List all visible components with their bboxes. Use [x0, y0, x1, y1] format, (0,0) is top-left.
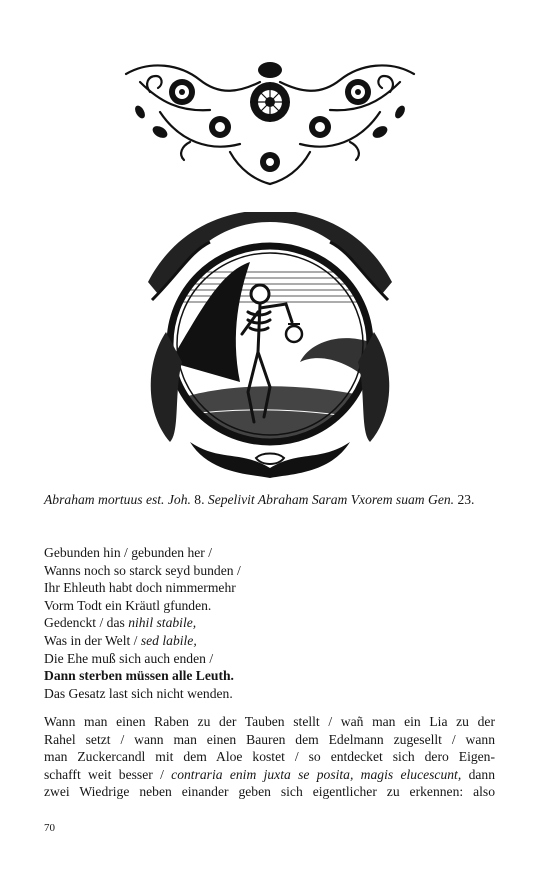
- poem-line-6-latin: sed labile,: [140, 632, 197, 648]
- poem-line-5-text: Gedenckt / das: [44, 615, 129, 631]
- epigraph-part-1: Abraham mortuus est. Joh.: [44, 492, 191, 507]
- floral-garland-ornament: [120, 52, 420, 192]
- poem-line-9: Das Gesatz last sich nicht wenden.: [44, 685, 233, 701]
- epigraph-number-2: 23.: [454, 492, 475, 507]
- prose-line-5: zwei Wiedrige neben einander geben sich eigentlicher zu erkennen: also: [44, 784, 495, 800]
- poem-line-3: Ihr Ehleuth habt doch nimmermehr: [44, 580, 236, 596]
- prose-line-4-end: dann: [461, 766, 495, 782]
- epigraph-number-1: 8.: [190, 492, 208, 507]
- poem-line-4: Vorm Todt ein Kräutl gfunden.: [44, 597, 212, 613]
- death-skeleton-emblem: [130, 212, 410, 480]
- poem-line-8: Dann sterben müssen alle Leuth.: [44, 668, 234, 684]
- poem-line-5-latin: nihil stabile,: [128, 615, 197, 631]
- prose-paragraph: [44, 713, 495, 801]
- poem-line-6-text: Was in der Welt /: [44, 632, 141, 648]
- prose-line-3: man Zuckercandl mit dem Aloe kostet / so entdecket sich dero Eigen-: [44, 749, 495, 765]
- poem: [44, 544, 495, 702]
- prose-line-1: Wann man einen Raben zu der Tauben stellt / wañ man ein Lia zu der: [44, 714, 495, 729]
- poem-line-7: Die Ehe muß sich auch enden /: [44, 650, 214, 666]
- prose-line-4-text: schafft weit besser /: [44, 766, 172, 782]
- poem-line-5: [44, 614, 495, 632]
- poem-line-2: Wanns noch so starck seyd bunden /: [44, 562, 241, 578]
- prose-line-2: Rahel setzt / wann man einen Bauren dem Edelmann zugesellt / wann: [44, 731, 495, 747]
- prose-line-4: [44, 766, 495, 784]
- prose-line-4-latin: contraria enim juxta se posita, magis elucescunt,: [171, 766, 462, 782]
- page-number: 70: [44, 822, 55, 834]
- epigraph-part-2: Sepelivit Abraham Saram Vxorem suam Gen.: [207, 492, 455, 507]
- poem-line-1: Gebunden hin / gebunden her /: [44, 545, 212, 560]
- poem-line-6: [44, 632, 495, 650]
- epigraph: [44, 491, 495, 509]
